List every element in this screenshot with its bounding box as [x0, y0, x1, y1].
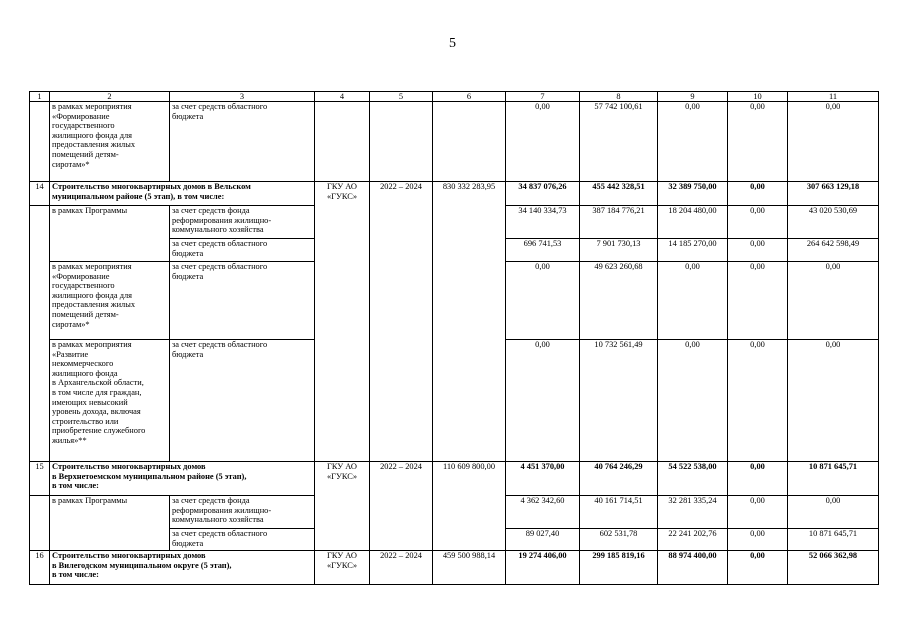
- amount: 0,00: [728, 496, 788, 529]
- funding-source: за счет средств областного бюджета: [170, 529, 315, 551]
- column-number: 1: [30, 92, 50, 102]
- funding-source: за счет средств фонда реформирования жилищно- коммунального хозяйства: [170, 206, 315, 239]
- amount: 455 442 328,51: [580, 182, 658, 206]
- event-description: в рамках Программы: [50, 206, 170, 262]
- period-cell: [370, 102, 433, 182]
- amount: 0,00: [728, 102, 788, 182]
- amount: 0,00: [728, 462, 788, 496]
- column-number: 7: [506, 92, 580, 102]
- amount: 88 974 400,00: [658, 551, 728, 585]
- amount: 0,00: [728, 262, 788, 340]
- total-cost: 459 500 988,14: [433, 551, 506, 585]
- amount: 307 663 129,18: [788, 182, 879, 206]
- event-description: в рамках мероприятия «Формирование государственного жилищного фонда для предоставления жилых помещений детям- сиротам»*: [50, 102, 170, 182]
- funding-source: за счет средств областного бюджета: [170, 239, 315, 262]
- event-description: в рамках мероприятия «Развитие некоммерческого жилищного фонда в Архангельской области, в том числе для граждан, имеющих невысокий уровень дохода, включая строительство или приобретение служебного жилья»**: [50, 340, 170, 462]
- table-row: [30, 551, 879, 585]
- amount: 0,00: [788, 262, 879, 340]
- amount: 0,00: [788, 102, 879, 182]
- column-number: 4: [315, 92, 370, 102]
- column-number: 11: [788, 92, 879, 102]
- period: 2022 – 2024: [370, 462, 433, 551]
- funding-source: за счет средств областного бюджета: [170, 262, 315, 340]
- amount: 32 389 750,00: [658, 182, 728, 206]
- event-description: в рамках мероприятия «Формирование государственного жилищного фонда для предоставления жилых помещений детям- сиротам»*: [50, 262, 170, 340]
- amount: 43 020 530,69: [788, 206, 879, 239]
- amount: 0,00: [506, 262, 580, 340]
- cost-cell: [433, 102, 506, 182]
- funding-source: за счет средств областного бюджета: [170, 340, 315, 462]
- amount: 89 027,40: [506, 529, 580, 551]
- column-number: 3: [170, 92, 315, 102]
- table-row: [30, 462, 879, 496]
- column-number: 8: [580, 92, 658, 102]
- amount: 299 185 819,16: [580, 551, 658, 585]
- amount: 34 140 334,73: [506, 206, 580, 239]
- executor: ГКУ АО «ГУКС»: [315, 551, 370, 585]
- item-title: Строительство многоквартирных домов в Вилегодском муниципальном округе (5 этап), в том числе:: [50, 551, 315, 585]
- item-title: Строительство многоквартирных домов в Вельском муниципальном районе (5 этап), в том числе:: [50, 182, 315, 206]
- amount: 0,00: [506, 340, 580, 462]
- row-number-cell: [30, 496, 50, 551]
- amount: 52 066 362,98: [788, 551, 879, 585]
- item-title: Строительство многоквартирных домов в Верхнетоемском муниципальном районе (5 этап), в том числе:: [50, 462, 315, 496]
- amount: 10 871 645,71: [788, 462, 879, 496]
- total-cost: 830 332 283,95: [433, 182, 506, 462]
- row-number: 16: [30, 551, 50, 585]
- funding-source: за счет средств областного бюджета: [170, 102, 315, 182]
- amount: 19 274 406,00: [506, 551, 580, 585]
- row-number: 15: [30, 462, 50, 496]
- amount: 10 871 645,71: [788, 529, 879, 551]
- funding-source: за счет средств фонда реформирования жилищно- коммунального хозяйства: [170, 496, 315, 529]
- amount: 10 732 561,49: [580, 340, 658, 462]
- executor: ГКУ АО «ГУКС»: [315, 462, 370, 551]
- amount: 0,00: [728, 206, 788, 239]
- column-number: 5: [370, 92, 433, 102]
- amount: 34 837 076,26: [506, 182, 580, 206]
- total-cost: 110 609 800,00: [433, 462, 506, 551]
- amount: 0,00: [728, 529, 788, 551]
- amount: 0,00: [788, 340, 879, 462]
- amount: 32 281 335,24: [658, 496, 728, 529]
- amount: 54 522 538,00: [658, 462, 728, 496]
- amount: 0,00: [506, 102, 580, 182]
- amount: 0,00: [658, 262, 728, 340]
- amount: 4 451 370,00: [506, 462, 580, 496]
- period: 2022 – 2024: [370, 551, 433, 585]
- amount: 22 241 202,76: [658, 529, 728, 551]
- amount: 0,00: [658, 102, 728, 182]
- executor-cell: [315, 102, 370, 182]
- amount: 7 901 730,13: [580, 239, 658, 262]
- column-numbers-row: [30, 92, 879, 102]
- amount: 4 362 342,60: [506, 496, 580, 529]
- column-number: 9: [658, 92, 728, 102]
- amount: 49 623 260,68: [580, 262, 658, 340]
- amount: 696 741,53: [506, 239, 580, 262]
- amount: 0,00: [728, 182, 788, 206]
- column-number: 2: [50, 92, 170, 102]
- amount: 264 642 598,49: [788, 239, 879, 262]
- amount: 18 204 480,00: [658, 206, 728, 239]
- row-number-cell: [30, 206, 50, 462]
- row-number-cell: [30, 102, 50, 182]
- executor: ГКУ АО «ГУКС»: [315, 182, 370, 462]
- amount: 387 184 776,21: [580, 206, 658, 239]
- amount: 40 764 246,29: [580, 462, 658, 496]
- amount: 0,00: [728, 551, 788, 585]
- event-description: в рамках Программы: [50, 496, 170, 551]
- amount: 0,00: [728, 340, 788, 462]
- period: 2022 – 2024: [370, 182, 433, 462]
- amount: 57 742 100,61: [580, 102, 658, 182]
- financing-table: [29, 91, 879, 585]
- page-number: 5: [449, 36, 456, 51]
- amount: 40 161 714,51: [580, 496, 658, 529]
- amount: 0,00: [658, 340, 728, 462]
- table-row: [30, 102, 879, 182]
- column-number: 6: [433, 92, 506, 102]
- table-row: [30, 182, 879, 206]
- amount: 0,00: [788, 496, 879, 529]
- amount: 0,00: [728, 239, 788, 262]
- row-number: 14: [30, 182, 50, 206]
- column-number: 10: [728, 92, 788, 102]
- amount: 14 185 270,00: [658, 239, 728, 262]
- amount: 602 531,78: [580, 529, 658, 551]
